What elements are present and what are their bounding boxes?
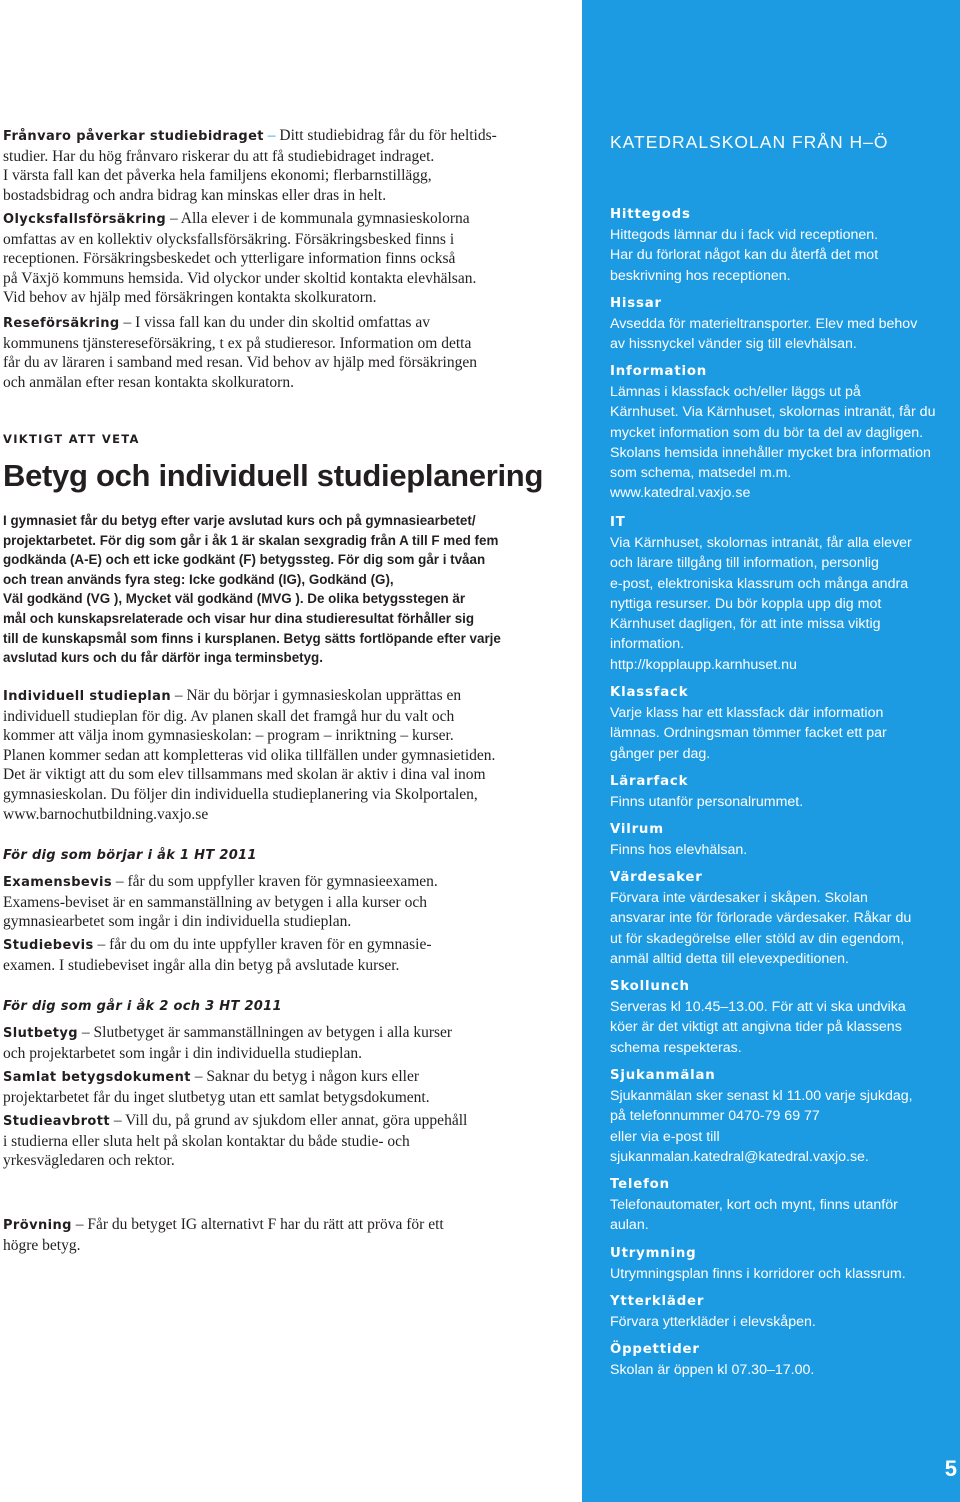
text-line: yrkesvägledaren och rektor.	[3, 1152, 175, 1170]
info-item-text: Skolans hemsida innehåller mycket bra information	[610, 444, 931, 461]
text-line: examen. I studiebeviset ingår alla din betyg på avslutade kurser.	[3, 956, 400, 974]
info-item-text: schema respekteras.	[610, 1039, 742, 1056]
section-heading-ak1: För dig som börjar i åk 1 HT 2011	[3, 848, 257, 863]
text-line: När du börjar i gymnasieskolan upprättas en	[186, 687, 462, 704]
dash: –	[93, 936, 110, 953]
text-line: Planen kommer sedan att kompletteras vid olika tillfällen under gymnasietiden.	[3, 746, 496, 764]
text-line: får du av läraren i samband med resan. Vid behov av hjälp med försäkringen	[3, 354, 477, 372]
info-item-heading: Utrymning	[610, 1246, 697, 1261]
text-line: godkända (A-E) och ett icke godkänt (F) betygssteg. För dig som går i tvåan	[3, 552, 486, 568]
info-item-heading: IT	[610, 515, 626, 530]
text-line: till de kunskapsmål som finns i kursplanen. Betyg sätts fortlöpande efter varje	[3, 630, 501, 646]
info-item-text: ansvarar inte för förlorade värdesaker. Råkar du	[610, 910, 912, 927]
text-line: kommunens tjänstereseförsäkring, t ex på studieresor. Information om detta	[3, 334, 472, 352]
studieplan-paragraph	[3, 686, 543, 824]
info-item-text: av hissnyckel vänder sig till elevhälsan.	[610, 336, 857, 353]
info-item-text: lämnas. Ordningsman tömmer facket ett par	[610, 725, 887, 742]
text-line: www.barnochutbildning.vaxjo.se	[3, 805, 209, 823]
intro-paragraph	[3, 511, 563, 668]
info-item-heading: Ytterkläder	[610, 1294, 705, 1309]
text-line: Slutbetyget är sammanställningen av betygen i alla kurser	[93, 1024, 453, 1041]
info-item-text: Avsedda för materieltransporter. Elev med behov	[610, 316, 918, 332]
info-item-text: nyttiga resurser. Du bör koppla upp dig mot	[610, 595, 882, 612]
info-item-information	[610, 362, 960, 504]
info-item-text: Skolan är öppen kl 07.30–17.00.	[610, 1362, 815, 1378]
page-number: 5	[944, 1456, 957, 1481]
studiebevis-paragraph	[3, 935, 543, 975]
text-line: Alla elever i de kommunala gymnasieskolorna	[180, 210, 470, 227]
text-line: får du som uppfyller kraven för gymnasieexamen.	[127, 873, 438, 890]
olycksfall-lead: Olycksfallsförsäkring	[3, 212, 167, 227]
info-item-lararfack	[610, 772, 960, 812]
info-item-heading: Värdesaker	[610, 870, 703, 885]
info-item-heading: Öppettider	[610, 1342, 700, 1357]
text-line: avslutad kurs och du får därför inga terminsbetyg.	[3, 650, 323, 666]
slutbetyg-paragraph	[3, 1023, 543, 1063]
info-item-utrymning	[610, 1244, 960, 1284]
examensbevis-paragraph	[3, 872, 543, 932]
info-item-text: beskrivning hos receptionen.	[610, 267, 791, 284]
sidebar-title: KATEDRALSKOLAN FRÅN H–Ö	[610, 132, 889, 152]
info-item-text: Sjukanmälan sker senast kl 11.00 varje sjukdag,	[610, 1088, 913, 1104]
info-item-heading: Klassfack	[610, 685, 689, 700]
text-line: Vid behov av hjälp med försäkringen kontakta skolkuratorn.	[3, 289, 377, 307]
info-item-oppettider	[610, 1340, 960, 1380]
text-line: I vissa fall kan du under din skoltid omfattas av	[135, 314, 430, 331]
website-link[interactable]: www.katedral.vaxjo.se	[610, 485, 751, 502]
info-item-vilrum	[610, 820, 960, 860]
dash: –	[166, 210, 181, 227]
info-item-text: Förvara ytterkläder i elevskåpen.	[610, 1314, 816, 1330]
text-line: kommer att välja inom gymnasieskolan: – program – inriktning – kurser.	[3, 727, 454, 745]
info-item-hissar	[610, 294, 960, 355]
studieavbrott-lead: Studieavbrott	[3, 1114, 110, 1129]
kopplaupp-link[interactable]: http://kopplaupp.karnhuset.nu	[610, 656, 797, 673]
text-line: och anmälan efter resan kontakta skolkuratorn.	[3, 373, 294, 391]
text-line: Väl godkänd (VG ), Mycket väl godkänd (MVG ). De olika betygsstegen är	[3, 591, 466, 607]
text-line: får du om du inte uppfyller kraven för en gymnasie-	[109, 936, 432, 953]
info-item-skollunch	[610, 977, 960, 1058]
franvaro-paragraph	[3, 126, 543, 205]
info-item-text: och lärare tillgång till information, personlig	[610, 555, 879, 572]
text-line: I gymnasiet får du betyg efter varje avslutad kurs och på gymnasiearbetet/	[3, 513, 476, 528]
info-item-text: aulan.	[610, 1217, 649, 1234]
studieplan-lead: Individuell studieplan	[3, 689, 171, 704]
text-line: och trean används fyra steg: Icke godkänd (IG), Godkänd (G),	[3, 571, 394, 587]
text-line: projektarbetet. För dig som går i åk 1 är skalan sexgradig från A till F med fem	[3, 532, 499, 548]
reseforsakring-paragraph	[3, 313, 543, 392]
text-line: högre betyg.	[3, 1236, 81, 1254]
text-line: på Växjö kommuns hemsida. Vid olyckor under skoltid kontakta elevhälsan.	[3, 269, 477, 287]
text-line: individuell studieplan för dig. Av planen skall det framgå hur du valt och	[3, 707, 455, 725]
page-headline: Betyg och individuell studieplanering	[3, 458, 544, 493]
info-item-text: eller via e-post till	[610, 1128, 720, 1145]
info-item-text: på telefonnummer 0470-79 69 77	[610, 1108, 820, 1125]
info-item-heading: Hissar	[610, 296, 662, 311]
info-item-text: Förvara inte värdesaker i skåpen. Skolan	[610, 890, 868, 906]
info-item-ytterklader	[610, 1292, 960, 1332]
info-item-text: Telefonautomater, kort och mynt, finns utanför	[610, 1197, 898, 1213]
text-line: Vill du, på grund av sjukdom eller annat, göra uppehåll	[125, 1112, 468, 1129]
info-item-text: Lämnas i klassfack och/eller läggs ut på	[610, 384, 861, 400]
info-item-heading: Information	[610, 364, 708, 379]
text-line: Det är viktigt att du som elev tillsammans med skolan är aktiv i dina val inom	[3, 766, 486, 784]
dash: –	[263, 127, 280, 144]
info-item-text: ut för skadegörelse eller stöld av din egendom,	[610, 930, 905, 947]
info-item-text: gånger per dag.	[610, 745, 711, 762]
text-line: mål och kunskapsrelaterade och visar hur dina studieresultat förhåller sig	[3, 610, 475, 626]
info-item-heading: Hittegods	[610, 207, 691, 222]
studieavbrott-paragraph	[3, 1111, 543, 1171]
info-item-text: mycket information som du bör ta del av dagligen.	[610, 424, 924, 441]
info-item-text: som schema, matsedel m.m.	[610, 465, 792, 482]
studiebevis-lead: Studiebevis	[3, 938, 94, 953]
info-item-text: Kärnhuset. Via Kärnhuset, skolornas intranät, får du	[610, 404, 936, 421]
dash: –	[170, 687, 187, 704]
info-item-text: Har du förlorat något kan du återfå det mot	[610, 247, 879, 264]
info-item-heading: Skollunch	[610, 979, 690, 994]
text-line: och projektarbetet som ingår i din individuella studieplan.	[3, 1044, 362, 1062]
info-item-sjukanmalan	[610, 1066, 960, 1167]
info-item-hittegods	[610, 205, 960, 286]
text-line: studier. Har du hög frånvaro riskerar du att få studiebidraget indraget.	[3, 147, 435, 165]
examensbevis-lead: Examensbevis	[3, 875, 112, 890]
info-item-heading: Sjukanmälan	[610, 1068, 716, 1083]
text-line: projektarbetet får du inget slutbetyg utan ett samlat betygsdokument.	[3, 1088, 430, 1106]
text-line: I värsta fall kan det påverka hela familjens ekonomi; flerbarnstillägg,	[3, 167, 432, 185]
text-line: receptionen. Försäkringsbeskedet och ytterligare information finns också	[3, 250, 456, 268]
text-line: i studierna eller sluta helt på skolan kontaktar du både studie- och	[3, 1132, 410, 1150]
info-sidebar	[582, 0, 960, 1502]
dash: –	[190, 1068, 207, 1085]
text-line: Ditt studiebidrag får du för heltids-	[279, 127, 497, 144]
info-item-text: Hittegods lämnar du i fack vid receptionen.	[610, 227, 879, 243]
slutbetyg-lead: Slutbetyg	[3, 1026, 79, 1041]
text-line: gymnasieskolan. Du följer din individuella studieplanering via Skolportalen,	[3, 785, 478, 803]
reseforsakring-lead: Reseförsäkring	[3, 316, 120, 331]
dash: –	[109, 1112, 126, 1129]
section-eyebrow: VIKTIGT ATT VETA	[3, 432, 140, 446]
dash: –	[119, 314, 136, 331]
dash: –	[111, 873, 128, 890]
info-item-heading: Telefon	[610, 1177, 670, 1192]
samlat-lead: Samlat betygsdokument	[3, 1070, 191, 1085]
provning-paragraph	[3, 1215, 543, 1255]
section-heading-ak2-3: För dig som går i åk 2 och 3 HT 2011	[3, 999, 282, 1014]
info-item-klassfack	[610, 683, 960, 764]
info-item-text: Utrymningsplan finns i korridorer och klassrum.	[610, 1266, 906, 1282]
text-line: omfattas av en kollektiv olycksfallsförsäkring. Försäkringsbesked finns i	[3, 230, 455, 248]
info-item-text: Finns hos elevhälsan.	[610, 842, 748, 858]
provning-lead: Prövning	[3, 1218, 72, 1233]
samlat-paragraph	[3, 1067, 543, 1107]
info-item-text: Via Kärnhuset, skolornas intranät, får alla elever	[610, 535, 912, 551]
text-line: Saknar du betyg i någon kurs eller	[206, 1068, 420, 1085]
text-line: Får du betyget IG alternativt F har du rätt att pröva för ett	[87, 1216, 444, 1233]
info-item-text: Kärnhuset dagligen, för att inte missa viktig	[610, 616, 881, 633]
franvaro-lead: Frånvaro påverkar studiebidraget	[3, 129, 264, 144]
info-item-text: Varje klass har ett klassfack där information	[610, 705, 884, 721]
info-item-vardesaker	[610, 868, 960, 969]
info-item-text: Finns utanför personalrummet.	[610, 794, 804, 810]
info-item-heading: Lärarfack	[610, 774, 689, 789]
olycksfall-paragraph	[3, 209, 543, 308]
text-line: Examens-beviset är en sammanställning av betygen i alla kurser och	[3, 893, 427, 911]
dash: –	[71, 1216, 88, 1233]
dash: –	[78, 1024, 94, 1041]
email-link[interactable]: sjukanmalan.katedral@katedral.vaxjo.se.	[610, 1148, 869, 1165]
text-line: gymnasiearbetet som ingår i din individuella studieplan.	[3, 913, 352, 931]
info-item-text: information.	[610, 636, 685, 653]
text-line: bostadsbidrag och andra bidrag kan minskas eller dras in helt.	[3, 186, 387, 204]
info-item-text: e-post, elektroniska klassrum och många andra	[610, 575, 909, 592]
info-item-text: Serveras kl 10.45–13.00. För att vi ska undvika	[610, 999, 906, 1015]
info-item-heading: Vilrum	[610, 822, 664, 837]
info-item-text: köer är det viktigt att angivna tider på klassens	[610, 1019, 902, 1036]
info-item-it	[610, 513, 960, 675]
info-item-text: anmäl alltid detta till elevexpeditionen.	[610, 950, 849, 967]
info-item-telefon	[610, 1175, 960, 1236]
